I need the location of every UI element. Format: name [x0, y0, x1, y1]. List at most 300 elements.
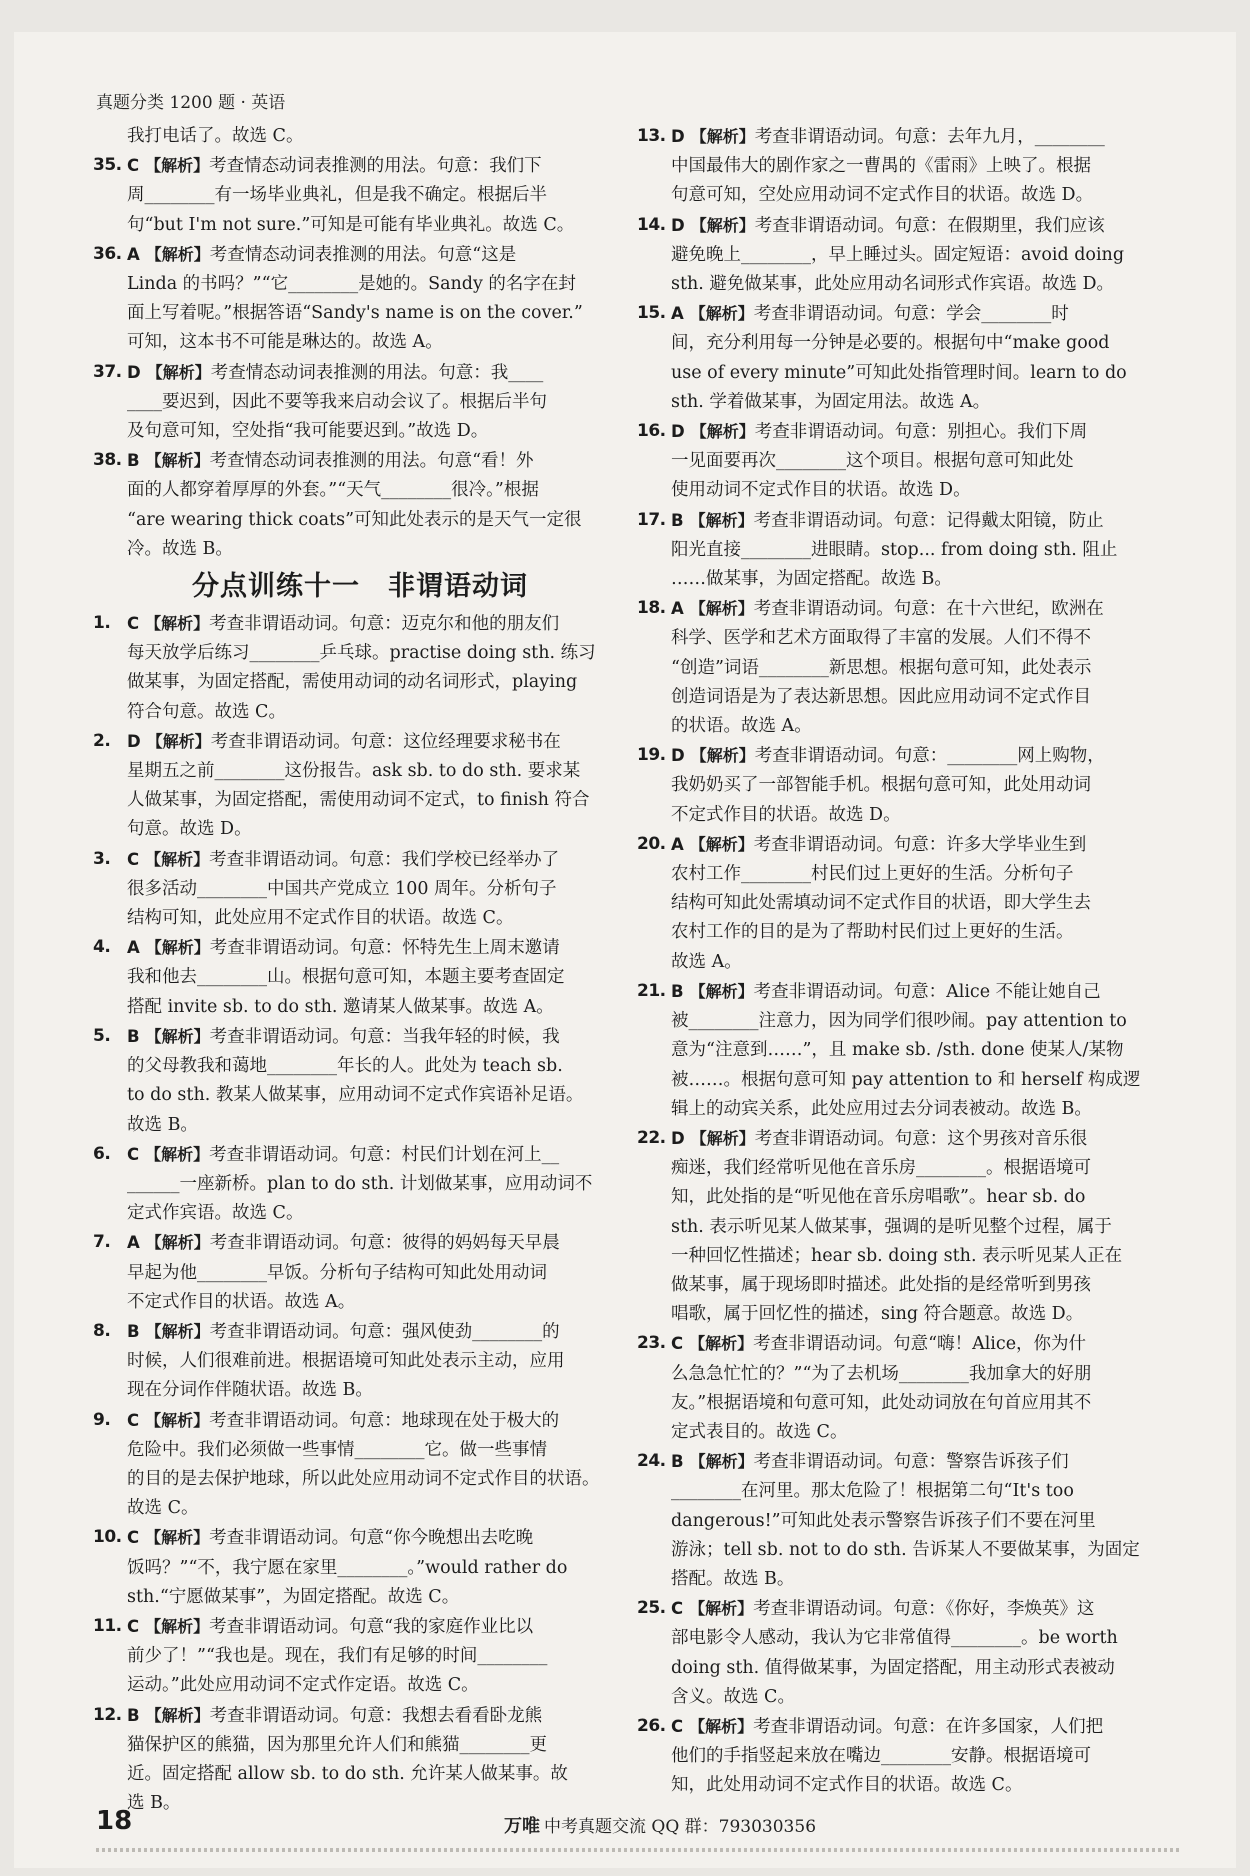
answer-line: [671, 1036, 1168, 1065]
explanation-text: 考查非谓语动词。句意：别担心。我们下周: [754, 422, 1088, 443]
question-number: 16.: [637, 421, 666, 442]
answer-letter: C: [127, 1410, 140, 1430]
answer-line: [127, 446, 624, 476]
explanation-text: 考查情态动词表推测的用法。句意：我____: [210, 362, 544, 383]
question-number: 26.: [637, 1715, 666, 1736]
answer-line: [127, 1612, 624, 1642]
explanation-text: 符合句意。故选 C。: [127, 701, 286, 722]
explanation-text: 故选 A。: [671, 951, 742, 972]
answer-line: [127, 904, 624, 933]
answer-letter: A: [671, 834, 684, 854]
answer-line: [671, 270, 1168, 299]
answer-line: [127, 963, 624, 992]
explanation-text: 考查非谓语动词。句意：彼得的妈妈每天早晨: [209, 1233, 560, 1254]
answer-item: [637, 211, 1168, 300]
answer-letter: B: [127, 1321, 140, 1341]
question-number: 10.: [93, 1527, 122, 1548]
answer-letter: C: [127, 156, 140, 176]
question-number: 21.: [637, 980, 666, 1001]
answer-letter: C: [671, 1599, 684, 1619]
answer-line: [671, 683, 1168, 712]
explanation-text: ________在河里。那太危险了！根据第二句“It's too: [671, 1481, 1074, 1502]
explanation-text: 定式表目的。故选 C。: [671, 1421, 848, 1442]
answer-item: [637, 1712, 1168, 1801]
explanation-text: 间，充分利用每一分钟是必要的。根据句中“make good: [671, 333, 1110, 354]
answer-item: [637, 1329, 1168, 1447]
question-number: 35.: [93, 155, 122, 176]
explanation-text: sth. 学着做某事，为固定用法。故选 A。: [671, 391, 991, 412]
answer-line: [671, 1271, 1168, 1300]
answer-line: [671, 1007, 1168, 1036]
answer-line: [127, 786, 624, 815]
explanation-text: doing sth. 值得做某事，为固定搭配，用主动形式表被动: [671, 1657, 1115, 1678]
answer-item: [637, 417, 1168, 506]
analysis-tag: 【解析】: [690, 746, 755, 766]
left-column: [93, 122, 624, 1818]
answer-letter: A: [127, 244, 140, 264]
question-number: 38.: [93, 450, 122, 471]
explanation-text: to do sth. 教某人做某事，应用动词不定式作宾语补足语。: [127, 1085, 584, 1106]
answer-item: [93, 1022, 624, 1140]
answer-line: [127, 875, 624, 904]
explanation-text: 科学、医学和艺术方面取得了丰富的发展。人们不得不: [671, 628, 1091, 649]
question-number: 37.: [93, 361, 122, 382]
answer-line: [127, 639, 624, 668]
analysis-tag: 【解析】: [145, 451, 210, 471]
explanation-text: ____要迟到，因此不要等我来启动会议了。根据后半句: [127, 391, 547, 412]
analysis-tag: 【解析】: [145, 1616, 210, 1636]
answer-item: [637, 299, 1168, 417]
answer-line: [671, 1565, 1168, 1594]
answer-line: [127, 1170, 624, 1199]
explanation-text: 危险中。我们必须做一些事情________它。做一些事情: [127, 1439, 547, 1460]
explanation-text: 么急急忙忙的？”“为了去机场________我加拿大的好朋: [671, 1363, 1092, 1384]
explanation-text: 饭吗？”“不，我宁愿在家里________。”would rather do: [127, 1557, 568, 1578]
explanation-text: 考查非谓语动词。句意：地球现在处于极大的: [209, 1410, 560, 1431]
analysis-tag: 【解析】: [146, 362, 211, 382]
answer-item: [93, 240, 624, 358]
answer-line: [127, 1347, 624, 1376]
answer-line: [671, 1683, 1168, 1712]
answer-letter: D: [671, 127, 685, 146]
answer-letter: D: [127, 362, 141, 382]
answer-list-right: [637, 122, 1168, 1801]
answer-line: [671, 1242, 1168, 1271]
explanation-text: 知，此处指的是“听见他在音乐房唱歌”。hear sb. do: [671, 1187, 1086, 1208]
explanation-text: 考查非谓语动词。句意：学会________时: [753, 304, 1069, 325]
answer-line: [671, 241, 1168, 270]
explanation-text: 农村工作的目的是为了帮助村民们过上更好的生活。: [671, 922, 1074, 943]
analysis-tag: 【解析】: [145, 614, 210, 634]
explanation-text: 面的人都穿着厚厚的外套。”“天气________很冷。”根据: [127, 480, 539, 501]
explanation-text: 游泳；tell sb. not to do sth. 告诉某人不要做某事，为固定: [671, 1539, 1140, 1560]
answer-item: [93, 1612, 624, 1701]
explanation-text: 考查非谓语动词。句意：当我年轻的时候，我: [209, 1026, 560, 1047]
answer-line: [671, 1418, 1168, 1447]
analysis-tag: 【解析】: [689, 1334, 754, 1354]
answer-line: [671, 152, 1168, 181]
answer-line: [127, 1436, 624, 1465]
answer-line: [127, 151, 624, 181]
analysis-tag: 【解析】: [145, 938, 210, 958]
question-number: 25.: [637, 1598, 666, 1619]
explanation-text: 考查非谓语动词。句意：这位经理要求秘书在: [210, 731, 561, 752]
explanation-text: Linda 的书吗？”“它________是她的。Sandy 的名字在封: [127, 274, 576, 295]
answer-item: [93, 1228, 624, 1317]
question-number: 8.: [93, 1320, 111, 1341]
explanation-text: 时候，人们很难前进。根据语境可知此处表示主动，应用: [127, 1351, 565, 1372]
explanation-text: 前少了！”“我也是。现在，我们有足够的时间________: [127, 1646, 548, 1667]
answer-letter: B: [127, 451, 140, 471]
answer-line: [127, 668, 624, 697]
answer-line: [671, 918, 1168, 947]
explanation-text: 很多活动________中国共产党成立 100 周年。分析句子: [127, 878, 557, 899]
explanation-text: 句“but I'm not sure.”可知是可能有毕业典礼。故选 C。: [127, 214, 575, 235]
explanation-text: 被________注意力，因为同学们很吵闹。pay attention to: [671, 1011, 1127, 1032]
answer-line: [671, 122, 1168, 152]
analysis-tag: 【解析】: [145, 1528, 210, 1548]
explanation-text: 及句意可知，空处指“我可能要迟到。”故选 D。: [127, 421, 489, 442]
explanation-text: 含义。故选 C。: [671, 1686, 795, 1707]
explanation-text: 猫保护区的熊猫，因为那里允许人们和熊猫________更: [127, 1734, 547, 1755]
brand-logo: 万唯: [503, 1816, 540, 1837]
analysis-tag: 【解析】: [145, 1026, 210, 1046]
bottom-rule: [96, 1848, 1182, 1852]
explanation-text: 的父母教我和蔼地________年长的人。此处为 teach sb.: [127, 1056, 563, 1077]
answer-line: [671, 447, 1168, 476]
answer-line: [671, 1183, 1168, 1212]
explanation-text: 星期五之前________这份报告。ask sb. to do sth. 要求某: [127, 761, 581, 782]
answer-item: [637, 830, 1168, 977]
analysis-tag: 【解析】: [145, 1144, 210, 1164]
question-number: 2.: [93, 730, 111, 751]
explanation-text: 句意。故选 D。: [127, 819, 252, 840]
answer-line: [127, 845, 624, 875]
explanation-text: sth. 避免做某事，此处应用动名词形式作宾语。故选 D。: [671, 274, 1115, 295]
explanation-text: 考查非谓语动词。句意：在假期里，我们应该: [754, 215, 1105, 236]
analysis-tag: 【解析】: [145, 1410, 210, 1430]
answer-line: [127, 1052, 624, 1081]
explanation-text: 考查非谓语动词。句意“嗨！Alice，你为什: [753, 1334, 1087, 1355]
answer-line: [127, 993, 624, 1022]
right-column: [637, 122, 1168, 1801]
answer-line: [671, 1447, 1168, 1477]
answer-item: [93, 845, 624, 934]
question-number: 1.: [93, 613, 111, 634]
answer-line: [127, 1494, 624, 1523]
question-number: 36.: [93, 243, 122, 264]
explanation-text: 冷。故选 B。: [127, 538, 233, 559]
answer-line: [671, 771, 1168, 800]
answer-line: [671, 181, 1168, 210]
answer-line: [127, 1199, 624, 1228]
explanation-text: 周________有一场毕业典礼，但是我不确定。根据后半: [127, 185, 547, 206]
answer-line: [671, 948, 1168, 977]
answer-line: [671, 977, 1168, 1007]
answer-item: [637, 122, 1168, 211]
question-number: 13.: [637, 126, 666, 146]
page-number: 18: [96, 1806, 133, 1836]
answer-item: [637, 977, 1168, 1124]
answer-letter: B: [671, 510, 684, 530]
answer-line: [127, 1111, 624, 1140]
answer-line: [127, 1259, 624, 1288]
question-number: 18.: [637, 598, 666, 619]
explanation-text: 考查非谓语动词。句意：怀特先生上周末邀请: [209, 938, 560, 959]
explanation-text: sth.“宁愿做某事”，为固定搭配。故选 C。: [127, 1586, 460, 1607]
question-number: 9.: [93, 1409, 111, 1430]
answer-line: [671, 476, 1168, 505]
explanation-text: 做某事，属于现场即时描述。此处指的是经常听到男孩: [671, 1274, 1091, 1295]
explanation-text: 使用动词不定式作目的状语。故选 D。: [671, 480, 971, 501]
explanation-text: 的状语。故选 A。: [671, 716, 812, 737]
answer-list-after: [93, 609, 624, 1818]
explanation-text: 我奶奶买了一部智能手机。根据句意可知，此处用动词: [671, 775, 1091, 796]
answer-line: [127, 1081, 624, 1110]
answer-line: [127, 1760, 624, 1789]
explanation-text: 考查非谓语动词。句意“你今晚想出去吃晚: [209, 1528, 534, 1549]
explanation-text: 被……。根据句意可知 pay attention to 和 herself 构成逻: [671, 1069, 1141, 1090]
explanation-text: ……做某事，为固定搭配。故选 B。: [671, 569, 952, 590]
analysis-tag: 【解析】: [689, 1452, 754, 1472]
answer-letter: A: [671, 304, 684, 324]
answer-line: [671, 1742, 1168, 1771]
question-number: 17.: [637, 509, 666, 530]
explanation-text: 考查情态动词表推测的用法。句意“看！外: [209, 451, 534, 472]
explanation-text: 考查非谓语动词。句意：在十六世纪，欧洲在: [753, 599, 1104, 620]
answer-item: [93, 446, 624, 564]
explanation-text: 农村工作________村民们过上更好的生活。分析句子: [671, 864, 1074, 885]
answer-letter: C: [671, 1334, 684, 1354]
answer-letter: C: [127, 1616, 140, 1636]
explanation-text: 考查非谓语动词。句意：许多大学毕业生到: [753, 834, 1087, 855]
answer-list-before: [93, 151, 624, 564]
running-header: 真题分类 1200 题 · 英语: [96, 93, 286, 113]
answer-line: [127, 1465, 624, 1494]
analysis-tag: 【解析】: [689, 981, 754, 1001]
answer-line: [127, 181, 624, 210]
analysis-tag: 【解析】: [145, 849, 210, 869]
answer-line: [671, 1360, 1168, 1389]
explanation-text: 考查非谓语动词。句意：去年九月，________: [754, 127, 1105, 147]
answer-line: [671, 388, 1168, 417]
explanation-text: 考查非谓语动词。句意：这个男孩对音乐很: [754, 1128, 1088, 1149]
answer-line: [671, 1300, 1168, 1329]
explanation-text: 考查非谓语动词。句意：我想去看看卧龙熊: [209, 1705, 543, 1726]
answer-line: [671, 1536, 1168, 1565]
answer-line: [671, 565, 1168, 594]
answer-item: [93, 358, 624, 447]
answer-letter: D: [671, 746, 685, 766]
explanation-text: 考查非谓语动词。句意：警察告诉孩子们: [753, 1452, 1069, 1473]
question-number: 3.: [93, 848, 111, 869]
explanation-text: 避免晚上________，早上睡过头。固定短语：avoid doing: [671, 244, 1125, 265]
answer-line: [127, 1554, 624, 1583]
answer-item: [93, 1701, 624, 1819]
answer-letter: D: [671, 215, 685, 235]
answer-line: [127, 1317, 624, 1347]
answer-line: [671, 417, 1168, 447]
explanation-text: 面上写着呢。”根据答语“Sandy's name is on the cover.”: [127, 303, 583, 324]
answer-line: [671, 536, 1168, 565]
answer-line: [127, 1406, 624, 1436]
explanation-text: 创造词语是为了表达新思想。因此应用动词不定式作目: [671, 686, 1091, 707]
answer-line: [127, 1376, 624, 1405]
analysis-tag: 【解析】: [689, 1599, 754, 1619]
explanation-text: 一见面要再次________这个项目。根据句意可知此处: [671, 451, 1074, 472]
explanation-text: 痴迷，我们经常听见他在音乐房________。根据语境可: [671, 1158, 1091, 1179]
answer-letter: A: [127, 938, 140, 958]
explanation-text: 现在分词作伴随状语。故选 B。: [127, 1380, 373, 1401]
answer-letter: B: [127, 1705, 140, 1725]
explanation-text: 人做某事，为固定搭配，需使用动词不定式，to finish 符合: [127, 790, 590, 811]
explanation-text: 考查非谓语动词。句意：村民们计划在河上__: [209, 1144, 560, 1165]
answer-item: [93, 1140, 624, 1229]
answer-letter: B: [671, 981, 684, 1001]
answer-line: [127, 1731, 624, 1760]
answer-line: [671, 654, 1168, 683]
answer-line: [127, 328, 624, 357]
explanation-text: 搭配 invite sb. to do sth. 邀请某人做某事。故选 A。: [127, 996, 554, 1017]
answer-letter: C: [671, 1716, 684, 1736]
answer-line: [127, 698, 624, 727]
explanation-text: 意为“注意到……”，且 make sb. /sth. done 使某人/某物: [671, 1040, 1124, 1061]
answer-line: [127, 417, 624, 446]
question-number: 6.: [93, 1143, 111, 1164]
explanation-text: 考查非谓语动词。句意：我们学校已经举办了: [209, 849, 560, 870]
question-number: 24.: [637, 1451, 666, 1472]
answer-line: [127, 240, 624, 270]
answer-line: [127, 1583, 624, 1612]
answer-letter: C: [127, 614, 140, 634]
answer-line: [127, 1288, 624, 1317]
answer-line: [671, 741, 1168, 771]
analysis-tag: 【解析】: [689, 1716, 754, 1736]
answer-line: [127, 1701, 624, 1731]
explanation-text: 近。固定搭配 allow sb. to do sth. 允许某人做某事。故: [127, 1763, 568, 1784]
analysis-tag: 【解析】: [145, 156, 210, 176]
answer-letter: A: [127, 1233, 140, 1253]
analysis-tag: 【解析】: [145, 1233, 210, 1253]
answer-line: [671, 889, 1168, 918]
answer-item: [637, 1447, 1168, 1594]
answer-line: [671, 1771, 1168, 1800]
answer-line: [671, 801, 1168, 830]
explanation-text: 阳光直接________进眼睛。stop... from doing sth. 阻止: [671, 539, 1118, 560]
explanation-text: 结构可知，此处应用不定式作目的状语。故选 C。: [127, 908, 514, 929]
answer-letter: C: [127, 849, 140, 869]
footer-text: [450, 1812, 870, 1838]
answer-item: [637, 1124, 1168, 1329]
answer-line: [671, 1712, 1168, 1742]
answer-line: [671, 506, 1168, 536]
answer-line: [671, 1389, 1168, 1418]
answer-line: [127, 609, 624, 639]
explanation-text: 辑上的动宾关系，此处应用过去分词表被动。故选 B。: [671, 1098, 1092, 1119]
answer-line: [671, 1095, 1168, 1124]
explanation-text: 做某事，为固定搭配，需使用动词的动名词形式，playing: [127, 672, 578, 693]
answer-line: [671, 211, 1168, 241]
explanation-text: use of every minute”可知此处指管理时间。learn to do: [671, 362, 1127, 383]
explanation-text: 友。”根据语境和句意可知，此处动词放在句首应用其不: [671, 1392, 1092, 1413]
explanation-text: 他们的手指竖起来放在嘴边________安静。根据语境可: [671, 1746, 1091, 1767]
analysis-tag: 【解析】: [146, 731, 211, 751]
explanation-text: 唱歌，属于回忆性的描述，sing 符合题意。故选 D。: [671, 1304, 1084, 1325]
answer-line: [127, 388, 624, 417]
answer-line: [671, 1124, 1168, 1154]
answer-letter: B: [127, 1026, 140, 1046]
answer-line: [671, 299, 1168, 329]
question-number: 12.: [93, 1704, 122, 1725]
answer-line: [127, 535, 624, 564]
analysis-tag: 【解析】: [689, 599, 754, 619]
answer-line: [127, 815, 624, 844]
answer-line: [671, 624, 1168, 653]
analysis-tag: 【解析】: [145, 1705, 210, 1725]
analysis-tag: 【解析】: [689, 834, 754, 854]
answer-line: [671, 1594, 1168, 1624]
explanation-text: “创造”词语________新思想。根据句意可知，此处表示: [671, 657, 1092, 678]
answer-line: [671, 830, 1168, 860]
explanation-text: 选 B。: [127, 1793, 181, 1814]
explanation-text: 知，此处用动词不定式作目的状语。故选 C。: [671, 1775, 1023, 1796]
answer-line: [671, 1477, 1168, 1506]
explanation-text: 考查非谓语动词。句意：记得戴太阳镜，防止: [753, 510, 1104, 531]
answer-line: [127, 506, 624, 535]
answer-line: [127, 933, 624, 963]
answer-line: [127, 1671, 624, 1700]
answer-line: [671, 1654, 1168, 1683]
explanation-text: 每天放学后练习________乒乓球。practise doing sth. 练习: [127, 643, 596, 664]
answer-line: [127, 1140, 624, 1170]
analysis-tag: 【解析】: [690, 422, 755, 442]
answer-line: [127, 1022, 624, 1052]
explanation-text: 运动。”此处应用动词不定式作定语。故选 C。: [127, 1675, 479, 1696]
question-number: 23.: [637, 1333, 666, 1354]
analysis-tag: 【解析】: [145, 1321, 210, 1341]
answer-item: [93, 727, 624, 845]
explanation-text: 不定式作目的状语。故选 D。: [671, 804, 901, 825]
explanation-text: 中国最伟大的剧作家之一曹禺的《雷雨》上映了。根据: [671, 156, 1091, 177]
answer-letter: B: [671, 1452, 684, 1472]
continued-line: 我打电话了。故选 C。: [127, 126, 304, 146]
question-number: 22.: [637, 1127, 666, 1148]
explanation-text: 我和他去________山。根据句意可知，本题主要考查固定: [127, 967, 565, 988]
explanation-text: 早起为他________早饭。分析句子结构可知此处用动词: [127, 1262, 547, 1283]
explanation-text: 结构可知此处需填动词不定式作目的状语，即大学生去: [671, 893, 1091, 914]
explanation-text: 考查情态动词表推测的用法。句意：我们下: [209, 156, 542, 177]
answer-letter: D: [127, 731, 141, 751]
answer-line: [671, 594, 1168, 624]
answer-item: [93, 609, 624, 727]
question-number: 5.: [93, 1025, 111, 1046]
explanation-text: 不定式作目的状语。故选 A。: [127, 1291, 356, 1312]
explanation-text: 故选 C。: [127, 1498, 199, 1519]
explanation-text: dangerous!”可知此处表示警察告诉孩子们不要在河里: [671, 1510, 1096, 1531]
explanation-text: 可知，这本书不可能是琳达的。故选 A。: [127, 332, 443, 353]
answer-line: [127, 1228, 624, 1258]
answer-line: [127, 476, 624, 505]
answer-letter: D: [671, 1128, 685, 1148]
explanation-text: 定式作宾语。故选 C。: [127, 1203, 304, 1224]
explanation-text: 句意可知，空处应用动词不定式作目的状语。故选 D。: [671, 185, 1094, 206]
answer-line: [127, 211, 624, 240]
question-number: 19.: [637, 745, 666, 766]
answer-line: [671, 329, 1168, 358]
answer-line: [127, 727, 624, 757]
answer-letter: D: [671, 422, 685, 442]
answer-line: [127, 1642, 624, 1671]
